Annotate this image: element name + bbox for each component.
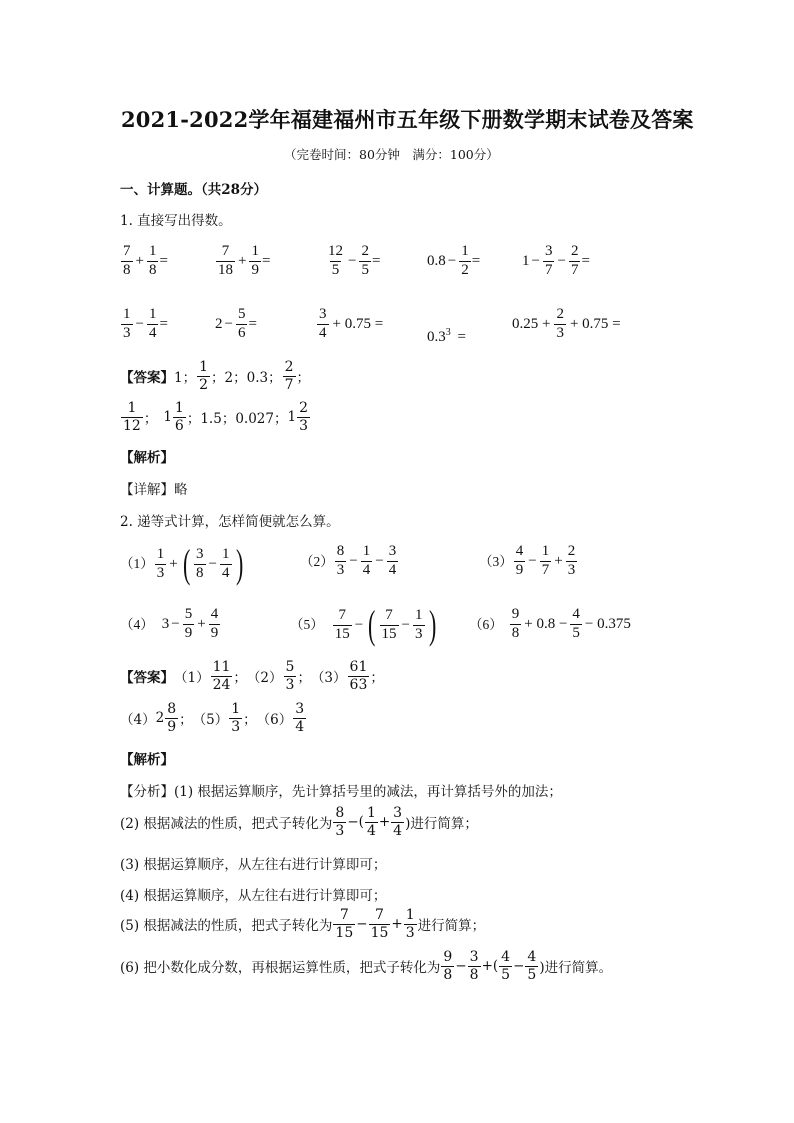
q2-answer-line-2: （4） 2 8 9 ； （5） 1 3 ； （6） 3 4 — [120, 701, 305, 735]
expr-1-4: 0.8 − $\frac{1}{2}$ = — [427, 243, 481, 278]
q1-answer-line-2: 1 12 ； 1 1 6 ；1.5；0.027； 1 2 3 — [123, 400, 308, 434]
q1-detail: 【详解】略 — [120, 482, 188, 498]
expr-1-8: 3 4 + 0.75 = — [319, 306, 384, 341]
problem-2-3: （3） 4 9 − $\frac{1}{7}$ + $\frac{2}{3}$ — [479, 543, 576, 578]
problem-2-1: （1） 1 3 + ( 3 8 − $\frac{1}{4}$ ) — [120, 541, 243, 586]
problem-2-2: （2） 8 3 − $\frac{1}{4}$ − $\frac{3}{4}$ — [300, 543, 397, 578]
q2-answer-line-1: 【答案】 （1） 11 24 ； （2） 5 3 ； （3） 61 63 ； — [120, 659, 384, 693]
expr-1-7: 2 − $\frac{5}{6}$ = — [215, 306, 257, 341]
analysis-step-5: (5) 根据减法的性质，把式子转化为 7 15 − $\frac{7}{15}$ + $\frac{1}{3}$ 进行简算； — [120, 907, 486, 941]
analysis-step-2: (2) 根据减法的性质，把式子转化为 8 3 −( 1 4 + $\frac{3}{4}$ )进行简算； — [120, 805, 478, 839]
problem-2-6: （6） 9 8 + 0.8 − $\frac{4}{5}$ − 0.375 — [469, 606, 631, 641]
problem-2-4: （4） 3 − $\frac{5}{9}$ + $\frac{4}{9}$ — [120, 606, 219, 641]
question-2-prompt: 2. 递等式计算，怎样简便就怎么算。 — [120, 514, 340, 530]
analysis-step-1: 【分析】(1) 根据运算顺序，先计算括号里的减法，再计算括号外的加法； — [120, 784, 562, 800]
analysis-step-3: (3) 根据运算顺序，从左往右进行计算即可； — [120, 857, 387, 873]
analysis-step-4: (4) 根据运算顺序，从左往右进行计算即可； — [120, 888, 387, 904]
expr-1-1: 7 8 + $\frac{1}{8}$ = — [123, 243, 168, 278]
page-title: 2021-2022学年福建福州市五年级下册数学期末试卷及答案 — [121, 107, 694, 132]
q1-answer-line-1: 【答案】 1； 1 2 ；2；0.3； 2 7 ； — [120, 359, 310, 393]
q2-analysis-label: 【解析】 — [120, 752, 174, 768]
question-1-prompt: 1. 直接写出得数。 — [120, 213, 232, 229]
analysis-step-6: (6) 把小数化成分数，再根据运算性质，把式子转化为 9 8 − $\frac{3}{8}$ +( 4 5 − $\frac{4}{5}$ )进行简算。 — [120, 949, 613, 983]
expr-1-3: 12 5 − $\frac{2}{5}$ = — [328, 243, 381, 278]
problem-2-5: （5） 7 15 − ( 7 15 − $\frac{1}{3}$ ) — [290, 602, 436, 647]
q1-analysis-label: 【解析】 — [120, 450, 174, 466]
page-subtitle: （完卷时间：80分钟 满分：100分） — [284, 147, 499, 162]
expr-1-2: 7 18 + $\frac{1}{9}$ = — [218, 243, 271, 278]
expr-1-6: 1 3 − $\frac{1}{4}$ = — [123, 306, 168, 341]
expr-1-10: 0.25 + $\frac{2}{3}$ + 0.75 = — [512, 306, 621, 341]
expr-1-9: $0.3^3$ = — [427, 327, 466, 345]
section-heading: 一、计算题。（共28分） — [120, 182, 268, 198]
expr-1-5: 1 − $\frac{3}{7}$ − $\frac{2}{7}$ = — [522, 243, 590, 278]
